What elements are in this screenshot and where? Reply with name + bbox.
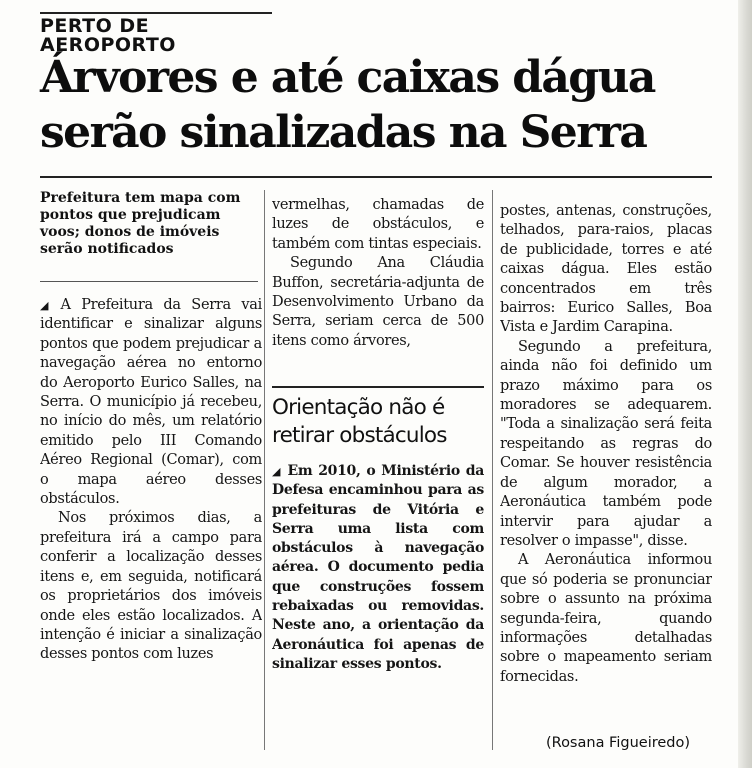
triangle-bullet-icon: ◢: [40, 299, 55, 312]
column-3-paragraph-1: postes, antenas, construções, telhados, para-raios, placas de publicidade, torres e até caixas dágua. Eles estão concentrados em três bairros: Eurico Salles, Boa Vista e Jardim Carapina.: [500, 203, 712, 336]
column-3-paragraph-3: A Aeronáutica informou que só poderia se pronunciar sobre o assunto na próxima segunda-feira, quando informações detalhadas sobre o mapeamento seriam fornecidas.: [500, 552, 712, 685]
column-1-paragraph-2: Nos próximos dias, a prefeitura irá a campo para conferir a localização desses itens e, em seguida, notificará os proprietários dos imóveis onde eles estão localizados. A intenção é iniciar a sinalização desses pontos com luzes: [40, 510, 262, 663]
deck-rule: [40, 281, 258, 282]
subhead-rule: [272, 386, 484, 388]
column-2-paragraph-2: Segundo Ana Cláudia Buffon, secretária-adjunta de Desenvolvimento Urbano da Serra, seriam cerca de 500 itens como árvores,: [272, 255, 484, 349]
headline: [40, 50, 720, 160]
sidebar-box: [272, 462, 484, 768]
deck-summary: Prefeitura tem mapa com pontos que prejudicam voos; donos de imóveis serão notificados: [40, 190, 241, 257]
headline-line-2: serão sinalizadas na Serra: [40, 107, 647, 158]
column-2-paragraph-1: vermelhas, chamadas de luzes de obstáculos, e também com tintas especiais.: [272, 197, 484, 252]
column-1-paragraph-1: A Prefeitura da Serra vai identificar e sinalizar alguns pontos que podem prejudicar a navegação aérea no entorno do Aeroporto Eurico Salles, na Serra. O município já recebeu, no início do mês, um relatório emitido pelo III Comando Aéreo Regional (Comar), com o mapa aéreo desses obstáculos.: [40, 297, 262, 508]
headline-rule: [40, 176, 712, 178]
article-column-3: [500, 202, 712, 768]
article-column-1: [40, 296, 262, 768]
column-divider-1: [264, 190, 265, 750]
triangle-bullet-icon: ◢: [272, 465, 282, 478]
sidebar-box-text: Em 2010, o Ministério da Defesa encaminhou para as prefeituras de Vitória e Serra uma lista com obstáculos à navegação aérea. O documento pedia que construções fossem rebaixadas ou removidas. Neste ano, a orientação da Aeronáutica foi apenas de sinalizar esses pontos.: [272, 463, 484, 672]
scan-edge: [738, 0, 752, 768]
sidebar-subhead: Orientação não é retirar obstáculos: [272, 395, 447, 448]
column-divider-2: [492, 190, 493, 750]
article-column-2: [272, 196, 484, 368]
section-kicker: PERTO DE AEROPORTO: [40, 12, 272, 55]
author-credit: (Rosana Figueiredo): [545, 735, 691, 751]
headline-line-1: Árvores e até caixas dágua: [40, 52, 655, 103]
column-3-paragraph-2: Segundo a prefeitura, ainda não foi definido um prazo máximo para os moradores se adequarem. "Toda a sinalização será feita respeitando as regras do Comar. Se houver resistência de algum morador, a Aeronáutica também pode intervir para ajudar a resolver o impasse", disse.: [500, 338, 712, 549]
